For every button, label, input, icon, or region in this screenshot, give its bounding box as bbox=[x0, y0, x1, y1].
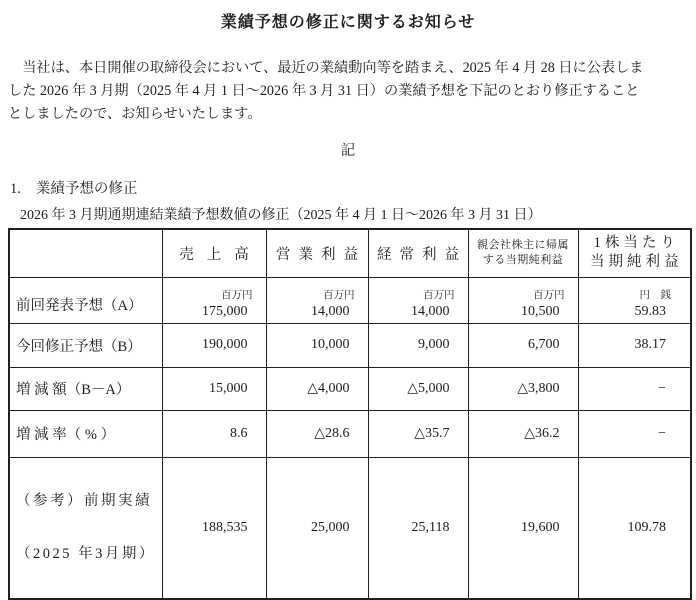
value-cell: 190,000 bbox=[162, 323, 266, 367]
value-cell bbox=[368, 277, 468, 323]
value-cell: 25,118 bbox=[368, 457, 468, 599]
unit-label: 百万円 bbox=[323, 289, 355, 301]
row-label: 増 減 率（ % ） bbox=[9, 410, 162, 457]
forecast-table bbox=[8, 228, 692, 600]
note-marker: 記 bbox=[340, 143, 356, 159]
unit-label: 百万円 bbox=[221, 289, 253, 301]
intro-paragraph bbox=[8, 57, 688, 126]
value-cell bbox=[468, 277, 578, 323]
intro-line-2: した 2026 年 3 月期（2025 年 4 月 1 日～2026 年 3 月 31 日）の業績予想を下記のとおり修正すること bbox=[8, 83, 640, 99]
col-header-net-sales bbox=[162, 229, 266, 277]
unit-label: 円 銭 bbox=[639, 289, 671, 301]
value-cell: 8.6 bbox=[162, 410, 266, 457]
table-header-row bbox=[9, 229, 691, 277]
value-cell: △4,000 bbox=[266, 367, 368, 410]
col-header-operating-profit bbox=[266, 229, 368, 277]
value-cell bbox=[578, 277, 691, 323]
value-cell: 188,535 bbox=[162, 457, 266, 599]
col-header-label: 売上高 bbox=[179, 246, 262, 263]
cell-value: 59.83 bbox=[634, 303, 666, 319]
unit-label: 百万円 bbox=[533, 289, 565, 301]
cell-value: 175,000 bbox=[202, 303, 248, 319]
intro-line-3: としましたので、お知らせいたします。 bbox=[8, 106, 262, 122]
value-cell: △28.6 bbox=[266, 410, 368, 457]
table-row-change-percent bbox=[9, 410, 691, 457]
row-label: 増 減 額（B－A） bbox=[9, 367, 162, 410]
value-cell: − bbox=[578, 367, 691, 410]
table-row-change-amount bbox=[9, 367, 691, 410]
value-cell: 25,000 bbox=[266, 457, 368, 599]
table-row-previous-results bbox=[9, 457, 691, 599]
table-row-revised-forecast bbox=[9, 323, 691, 367]
col-header-label-line2: 当期純利益 bbox=[590, 254, 683, 271]
table-row-previous-forecast bbox=[9, 277, 691, 323]
value-cell: △36.2 bbox=[468, 410, 578, 457]
value-cell: − bbox=[578, 410, 691, 457]
value-cell: 15,000 bbox=[162, 367, 266, 410]
row-label: 今回修正予想（B） bbox=[9, 323, 162, 367]
col-header-label: 経常利益 bbox=[377, 246, 467, 263]
col-header-earnings-per-share bbox=[578, 229, 691, 277]
col-header-label-line1: 親会社株主に帰属 bbox=[477, 239, 569, 252]
value-cell: 10,000 bbox=[266, 323, 368, 367]
value-cell: 109.78 bbox=[578, 457, 691, 599]
value-cell: 9,000 bbox=[368, 323, 468, 367]
col-header-label: 営業利益 bbox=[276, 246, 366, 263]
section-title: 業績予想の修正 bbox=[35, 181, 138, 197]
section-heading bbox=[10, 177, 696, 198]
corner-cell bbox=[9, 229, 162, 277]
value-cell: △3,800 bbox=[468, 367, 578, 410]
value-cell: △35.7 bbox=[368, 410, 468, 457]
col-header-profit-attributable-to-owners bbox=[468, 229, 578, 277]
intro-line-1: 当社は、本日開催の取締役会において、最近の業績動向等を踏まえ、2025 年 4 月 28 日に公表しま bbox=[8, 60, 644, 76]
value-cell: △5,000 bbox=[368, 367, 468, 410]
value-cell bbox=[162, 277, 266, 323]
row-label bbox=[9, 457, 162, 599]
col-header-label-line2: する当期純利益 bbox=[482, 254, 564, 267]
row-label: 前回発表予想（A） bbox=[9, 277, 162, 323]
row-label-line2: （2025 年3月期） bbox=[16, 545, 156, 562]
value-cell bbox=[266, 277, 368, 323]
unit-label: 百万円 bbox=[423, 289, 455, 301]
cell-value: 10,500 bbox=[521, 303, 560, 319]
row-label-line1: （参考）前期実績 bbox=[16, 492, 152, 509]
col-header-label-line1: 1株当たり bbox=[593, 235, 679, 252]
cell-value: 14,000 bbox=[411, 303, 450, 319]
value-cell: 38.17 bbox=[578, 323, 691, 367]
document-title: 業績予想の修正に関するお知らせ bbox=[220, 14, 476, 31]
section-number: 1. bbox=[10, 181, 21, 197]
cell-value: 14,000 bbox=[311, 303, 350, 319]
table-caption: 2026 年 3 月期通期連結業績予想数値の修正（2025 年 4 月 1 日～2026 年 3 月 31 日） bbox=[20, 208, 542, 223]
col-header-ordinary-profit bbox=[368, 229, 468, 277]
value-cell: 6,700 bbox=[468, 323, 578, 367]
value-cell: 19,600 bbox=[468, 457, 578, 599]
